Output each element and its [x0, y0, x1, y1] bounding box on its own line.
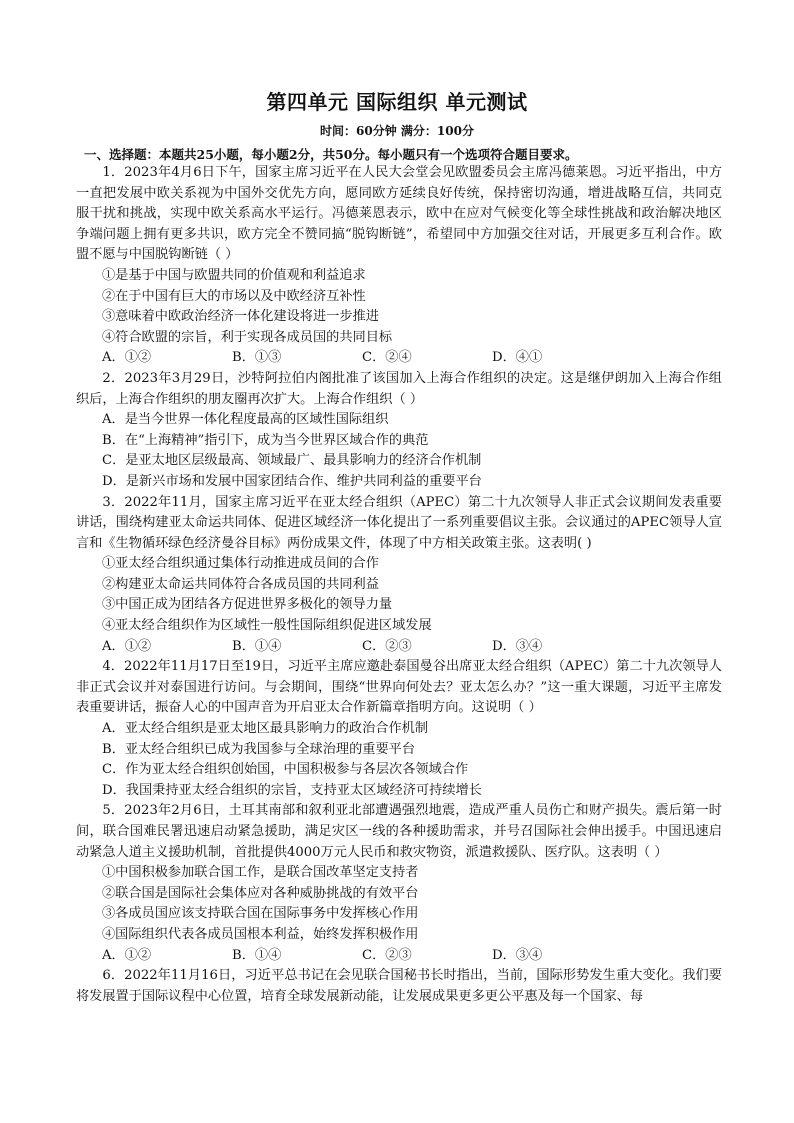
choice-b: B．①③ [232, 350, 282, 366]
choice-a: A．①② [102, 638, 152, 654]
choice-c: C．②③ [362, 947, 412, 963]
option: B．亚太经合组织已成为我国参与全球治理的重要平台 [102, 741, 416, 757]
question-stem: 5．2023年2月6日，土耳其南部和叙利亚北部遭遇强烈地震，造成严重人员伤亡和财产损失。震后第一时间，联合国难民署迅速启动紧急援助，满足灾区一线的各种援助需求，并号召国际社会伸出援手。中国迅速启动紧急人道主义援助机制，首批提供4000万元人民币和救灾物资，派遣救援队、医疗队。这表明（ ） [76, 803, 722, 860]
question-stem: 3．2022年11月，国家主席习近平在亚太经合组织（APEC）第二十九次领导人非正式会议期间发表重要讲话，围绕构建亚太命运共同体、促进区域经济一体化提出了一系列重要倡议主张。会议通过的APEC领导人宣言和《生物循环绿色经济曼谷目标》两份成果文件，体现了中方相关政策主张。这表明( ) [76, 494, 722, 551]
choice-c: C．②③ [362, 638, 412, 654]
choice-d: D．④① [492, 350, 543, 366]
option: A．是当今世界一体化程度最高的区域性国际组织 [102, 412, 389, 428]
choice-d: D．③④ [492, 638, 543, 654]
section-heading: 一、选择题：本题共25小题，每小题2分，共50分。每小题只有一个选项符合题目要求。 [84, 147, 578, 162]
option: B．在“上海精神”指引下，成为当今世界区域合作的典范 [102, 432, 429, 448]
statement: ①中国积极参加联合国工作，是联合国改革坚定支持者 [102, 865, 419, 881]
statement: ③各成员国应该支持联合国在国际事务中发挥核心作用 [102, 906, 419, 922]
statement: ③意味着中欧政治经济一体化建设将进一步推进 [102, 309, 379, 325]
statement: ①亚太经合组织通过集体行动推进成员间的合作 [102, 556, 379, 572]
question-stem: 2．2023年3月29日，沙特阿拉伯内阁批准了该国加入上海合作组织的决定。这是继伊朗加入上海合作组织后，上海合作组织的朋友圈再次扩大。上海合作组织（ ） [76, 370, 722, 407]
statement: ④国际组织代表各成员国根本利益，始终发挥积极作用 [102, 926, 419, 942]
choice-a: A．①② [102, 350, 152, 366]
choice-a: A．①② [102, 947, 152, 963]
exam-meta: 时间：60分钟 满分：100分 [320, 124, 474, 138]
question-stem: 4．2022年11月17日至19日，习近平主席应邀赴泰国曼谷出席亚太经合组织（APEC）第二十九次领导人非正式会议并对泰国进行访问。与会期间，围绕“世界向何处去？亚太怎么办？”这一重大课题，习近平主席发表重要讲话，振奋人心的中国声音为开启亚太合作新篇章指明方向。这说明（ ） [76, 659, 722, 716]
question-stem: 6．2022年11月16日，习近平总书记在会见联合国秘书长时指出，当前，国际形势发生重大变化。我们要将发展置于国际议程中心位置，培育全球发展新动能，让发展成果更多更公平惠及每一个国家、每 [76, 968, 722, 1004]
question-stem: 1．2023年4月6日下午，国家主席习近平在人民大会堂会见欧盟委员会主席冯德莱恩。习近平指出，中方一直把发展中欧关系视为中国外交优先方向，愿同欧方延续良好传统，保持密切沟通，增进战略互信，共同克服干扰和挑战，实现中欧关系高水平运行。冯德莱恩表示，欧中在应对气候变化等全球性挑战和政治解决地区争端问题上拥有更多共识，欧方完全不赞同搞“脱钩断链”，希望同中方加强交往对话，开展更多互利合作。欧盟不愿与中国脱钩断链（ ） [76, 165, 722, 263]
statement: ④亚太经合组织作为区域性一般性国际组织促进区域发展 [102, 618, 432, 634]
option: C．是亚太地区层级最高、领域最广、最具影响力的经济合作机制 [102, 453, 482, 469]
choice-b: B．①④ [232, 947, 282, 963]
statement: ①是基于中国与欧盟共同的价值观和利益追求 [102, 267, 366, 283]
option: C．作为亚太经合组织创始国，中国积极参与各层次各领域合作 [102, 762, 469, 778]
choice-d: D．③④ [492, 947, 543, 963]
questions-body [76, 163, 722, 1007]
statement: ②联合国是国际社会集体应对各种威胁挑战的有效平台 [102, 885, 419, 901]
page-title: 第四单元 国际组织 单元测试 [266, 90, 528, 114]
answer-choices [76, 946, 722, 967]
statement: ②构建亚太命运共同体符合各成员国的共同利益 [102, 576, 379, 592]
answer-choices [76, 637, 722, 658]
choice-c: C．②④ [362, 350, 412, 366]
option: A．亚太经合组织是亚太地区最具影响力的政治合作机制 [102, 721, 429, 737]
statement: ③中国正成为团结各方促进世界多极化的领导力量 [102, 597, 393, 613]
option: D．是新兴市场和发展中国家团结合作、维护共同利益的重要平台 [102, 473, 482, 489]
answer-choices [76, 348, 722, 369]
option: D．我国秉持亚太经合组织的宗旨，支持亚太区域经济可持续增长 [102, 782, 482, 798]
statement: ④符合欧盟的宗旨，利于实现各成员国的共同目标 [102, 329, 393, 345]
choice-b: B．①④ [232, 638, 282, 654]
statement: ②在于中国有巨大的市场以及中欧经济互补性 [102, 288, 366, 304]
